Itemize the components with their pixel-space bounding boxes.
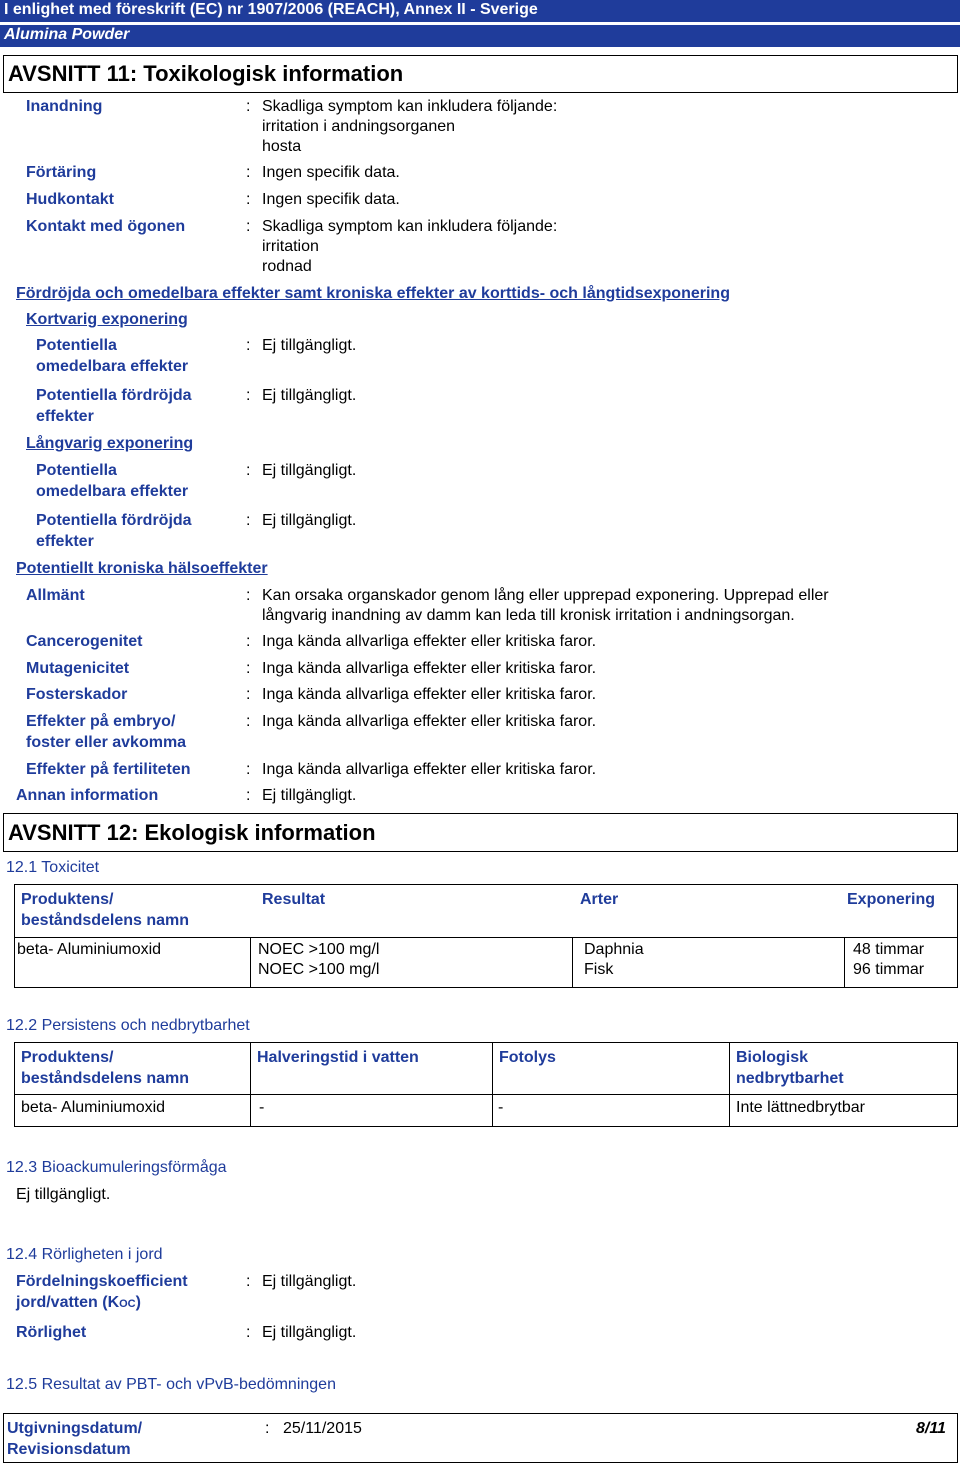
persistence-row-name: beta- Aluminiumoxid bbox=[21, 1099, 166, 1116]
toxicity-row-exposure-2: 96 timmar bbox=[853, 961, 925, 978]
chronic-label-embryo-1: Effekter på embryo/ bbox=[26, 713, 176, 730]
long-term-delayed-label-2: effekter bbox=[36, 533, 94, 550]
chronic-label-fertility: Effekter på fertiliteten bbox=[26, 761, 191, 778]
chronic-value-general-2: långvarig inandning av damm kan leda till kronisk irritation i andningsorgan. bbox=[262, 607, 795, 624]
short-term-delayed-label-1: Potentiella fördröjda bbox=[36, 387, 192, 404]
route-value-ingestion: Ingen specifik data. bbox=[262, 164, 400, 181]
persistence-row-biodegradability: Inte lättnedbrytbar bbox=[736, 1099, 865, 1116]
delayed-effects-heading: Fördröjda och omedelbara effekter samt kroniska effekter av korttids- och långtidsexponering bbox=[16, 285, 730, 302]
long-term-delayed-label-1: Potentiella fördröjda bbox=[36, 512, 192, 529]
mobility-label: Rörlighet bbox=[16, 1324, 87, 1341]
persistence-heading: 12.2 Persistens och nedbrytbarhet bbox=[6, 1017, 250, 1034]
mobility-heading: 12.4 Rörligheten i jord bbox=[6, 1246, 163, 1263]
toxicity-heading: 12.1 Toxicitet bbox=[6, 859, 100, 876]
chronic-heading: Potentiellt kroniska hälsoeffekter bbox=[16, 560, 268, 577]
toxicity-row-species-1: Daphnia bbox=[584, 941, 644, 958]
other-info-label: Annan information bbox=[16, 787, 159, 804]
section-12-title: AVSNITT 12: Ekologisk information bbox=[3, 813, 958, 852]
persistence-row-halflife: - bbox=[259, 1099, 265, 1116]
regulation-text: I enlighet med föreskrift (EC) nr 1907/2006 (REACH), Annex II - Sverige bbox=[4, 1, 538, 18]
route-value-inhalation-1: Skadliga symptom kan inkludera följande: bbox=[262, 98, 558, 115]
pbt-heading: 12.5 Resultat av PBT- och vPvB-bedömningen bbox=[6, 1376, 336, 1393]
long-term-immediate-value: Ej tillgängligt. bbox=[262, 462, 357, 479]
toxicity-col-exposure: Exponering bbox=[847, 891, 936, 908]
product-bar bbox=[0, 25, 960, 47]
regulation-bar bbox=[0, 0, 960, 22]
route-label-skin: Hudkontakt bbox=[26, 191, 114, 208]
chronic-value-general-1: Kan orsaka organskador genom lång eller upprepad exponering. Upprepad eller bbox=[262, 587, 829, 604]
koc-value: Ej tillgängligt. bbox=[262, 1273, 357, 1290]
chronic-value-teratogenicity: Inga kända allvarliga effekter eller kritiska faror. bbox=[262, 686, 597, 703]
chronic-label-general: Allmänt bbox=[26, 587, 85, 604]
koc-label-1: Fördelningskoefficient bbox=[16, 1273, 188, 1290]
route-label-inhalation: Inandning bbox=[26, 98, 103, 115]
toxicity-col-result: Resultat bbox=[262, 891, 326, 908]
persistence-col-name-1: Produktens/ bbox=[21, 1049, 114, 1066]
toxicity-row-result-1: NOEC >100 mg/l bbox=[258, 941, 380, 958]
toxicity-table bbox=[14, 884, 958, 988]
persistence-col-photolysis: Fotolys bbox=[499, 1049, 556, 1066]
route-value-eyes-1: Skadliga symptom kan inkludera följande: bbox=[262, 218, 558, 235]
toxicity-col-name-1: Produktens/ bbox=[21, 891, 114, 908]
other-info-value: Ej tillgängligt. bbox=[262, 787, 357, 804]
koc-label-2: jord/vatten (KOC) bbox=[16, 1294, 141, 1311]
long-term-heading: Långvarig exponering bbox=[26, 435, 194, 452]
footer-label-2: Revisionsdatum bbox=[7, 1441, 131, 1458]
page-number: 8/11 bbox=[916, 1420, 946, 1437]
short-term-delayed-label-2: effekter bbox=[36, 408, 94, 425]
long-term-delayed-value: Ej tillgängligt. bbox=[262, 512, 357, 529]
toxicity-row-result-2: NOEC >100 mg/l bbox=[258, 961, 380, 978]
chronic-label-carcinogenicity: Cancerogenitet bbox=[26, 633, 143, 650]
route-value-eyes-2: irritation bbox=[262, 238, 319, 255]
mobility-value: Ej tillgängligt. bbox=[262, 1324, 357, 1341]
chronic-label-mutagenicity: Mutagenicitet bbox=[26, 660, 130, 677]
chronic-value-embryo: Inga kända allvarliga effekter eller kritiska faror. bbox=[262, 713, 597, 730]
chronic-value-fertility: Inga kända allvarliga effekter eller kritiska faror. bbox=[262, 761, 597, 778]
bioaccumulation-value: Ej tillgängligt. bbox=[16, 1186, 111, 1203]
toxicity-row-name: beta- Aluminiumoxid bbox=[17, 941, 162, 958]
short-term-heading: Kortvarig exponering bbox=[26, 311, 188, 328]
persistence-row-photolysis: - bbox=[498, 1099, 504, 1116]
toxicity-col-name-2: beståndsdelens namn bbox=[21, 912, 190, 929]
bioaccumulation-heading: 12.3 Bioackumuleringsförmåga bbox=[6, 1159, 227, 1176]
toxicity-row-exposure-1: 48 timmar bbox=[853, 941, 925, 958]
route-value-inhalation-3: hosta bbox=[262, 138, 302, 155]
persistence-col-name-2: beståndsdelens namn bbox=[21, 1070, 190, 1087]
persistence-col-halflife: Halveringstid i vatten bbox=[257, 1049, 419, 1066]
product-name: Alumina Powder bbox=[4, 26, 130, 43]
footer-box bbox=[3, 1413, 958, 1463]
footer-label-1: Utgivningsdatum/ bbox=[7, 1420, 143, 1437]
short-term-delayed-value: Ej tillgängligt. bbox=[262, 387, 357, 404]
chronic-value-carcinogenicity: Inga kända allvarliga effekter eller kritiska faror. bbox=[262, 633, 597, 650]
route-value-inhalation-2: irritation i andningsorganen bbox=[262, 118, 456, 135]
route-label-ingestion: Förtäring bbox=[26, 164, 97, 181]
toxicity-row-species-2: Fisk bbox=[584, 961, 614, 978]
long-term-immediate-label-1: Potentiella bbox=[36, 462, 117, 479]
short-term-immediate-label-1: Potentiella bbox=[36, 337, 117, 354]
chronic-label-embryo-2: foster eller avkomma bbox=[26, 734, 187, 751]
long-term-immediate-label-2: omedelbara effekter bbox=[36, 483, 189, 500]
persistence-col-biodeg-2: nedbrytbarhet bbox=[736, 1070, 844, 1087]
short-term-immediate-value: Ej tillgängligt. bbox=[262, 337, 357, 354]
footer-date: 25/11/2015 bbox=[283, 1420, 362, 1437]
section-11-title: AVSNITT 11: Toxikologisk information bbox=[3, 55, 958, 93]
toxicity-col-species: Arter bbox=[580, 891, 619, 908]
chronic-value-mutagenicity: Inga kända allvarliga effekter eller kritiska faror. bbox=[262, 660, 597, 677]
short-term-immediate-label-2: omedelbara effekter bbox=[36, 358, 189, 375]
persistence-col-biodeg-1: Biologisk bbox=[736, 1049, 809, 1066]
route-value-eyes-3: rodnad bbox=[262, 258, 312, 275]
route-value-skin: Ingen specifik data. bbox=[262, 191, 400, 208]
route-label-eyes: Kontakt med ögonen bbox=[26, 218, 186, 235]
chronic-label-teratogenicity: Fosterskador bbox=[26, 686, 128, 703]
